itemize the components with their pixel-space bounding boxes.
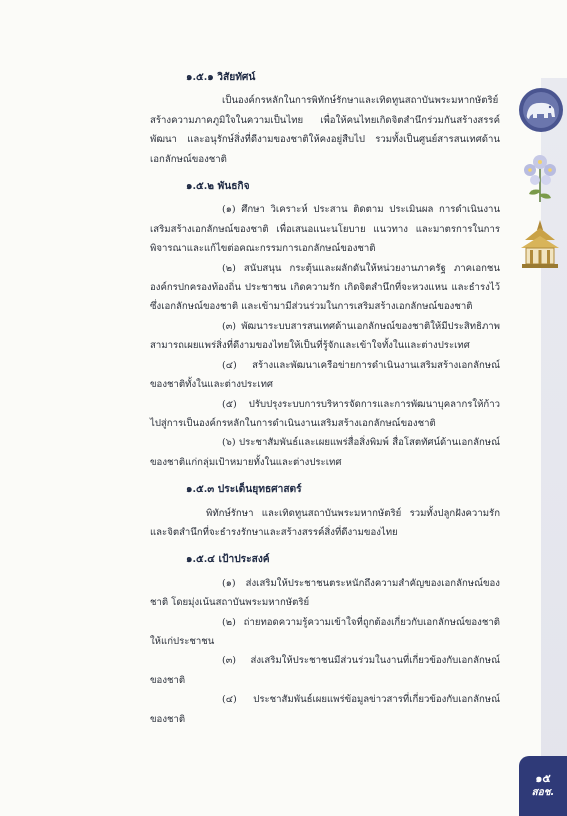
- pavilion-emblem-icon: [517, 218, 563, 270]
- goal-item: (๒) ถ่ายทอดความรู้ความเข้าใจที่ถูกต้องเกี่ยวกับเอกลักษณ์ของชาติให้แก่ประชาชน: [150, 616, 500, 647]
- goal-item: (๑) ส่งเสริมให้ประชาชนตระหนักถึงความสำคัญของเอกลักษณ์ของชาติ โดยมุ่งเน้นสถาบันพระมหากษัตริย์: [150, 577, 500, 609]
- section-heading-strategic-issue: ๑.๕.๓ ประเด็นยุทธศาสตร์: [186, 483, 302, 496]
- section-heading-mission: ๑.๕.๒ พันธกิจ: [186, 180, 250, 193]
- mission-item: (๓) พัฒนาระบบสารสนเทศด้านเอกลักษณ์ของชาติให้มีประสิทธิภาพ สามารถเผยแพร่สิ่งที่ดีงามของไทยให้เป็นที่รู้จักและเข้าใจทั้งในและต่างประเทศ: [150, 320, 500, 352]
- elephant-emblem-icon: [517, 86, 565, 134]
- mission-item: (๒) สนับสนุน กระตุ้นและผลักดันให้หน่วยงานภาครัฐ ภาคเอกชน องค์กรปกครองท้องถิ่น ประชาชน เกิดความรัก เกิดจิตสำนึกที่จะหวงแหน และธำรงไว้ซึ่งเอกลักษณ์ของชาติ และเข้ามามีส่วนร่วมในการเสริมสร้างเอกลักษณ์ของชาติ: [150, 262, 500, 313]
- page-number-tab: [519, 756, 567, 816]
- document-body: [150, 68, 500, 729]
- org-abbreviation: สอช.: [531, 787, 555, 798]
- page-number: ๑๕: [535, 772, 551, 785]
- section-heading-vision: ๑.๕.๑ วิสัยทัศน์: [186, 71, 256, 83]
- mission-item: (๑) ศึกษา วิเคราะห์ ประสาน ติดตาม ประเมินผล การดำเนินงานเสริมสร้างเอกลักษณ์ของชาติ เพื่อเสนอแนะนโยบาย แนวทาง และมาตรการในการพิจารณาและแก้ไขต่อคณะกรรมการเอกลักษณ์ของชาติ: [150, 204, 500, 255]
- mission-item: (๖) ประชาสัมพันธ์และเผยแพร่สื่อสิ่งพิมพ์ สื่อโสตทัศน์ด้านเอกลักษณ์ของชาติแก่กลุ่มเป้าหมายทั้งในและต่างประเทศ: [150, 437, 500, 468]
- section-heading-goals: ๑.๕.๔ เป้าประสงค์: [186, 553, 270, 566]
- mission-item: (๔) สร้างและพัฒนาเครือข่ายการดำเนินงานเสริมสร้างเอกลักษณ์ของชาติทั้งในและต่างประเทศ: [150, 359, 500, 391]
- goal-item: (๓) ส่งเสริมให้ประชาชนมีส่วนร่วมในงานที่เกี่ยวข้องกับเอกลักษณ์ของชาติ: [150, 655, 500, 686]
- goal-item: (๔) ประชาสัมพันธ์เผยแพร่ข้อมูลข่าวสารที่เกี่ยวข้องกับเอกลักษณ์ของชาติ: [150, 694, 500, 725]
- mission-item: (๕) ปรับปรุงระบบการบริหารจัดการและการพัฒนาบุคลากรให้ก้าวไปสู่การเป็นองค์กรหลักในการดำเนินงานเสริมสร้างเอกลักษณ์ของชาติ: [150, 398, 500, 429]
- strategic-issue-paragraph: พิทักษ์รักษา และเทิดทูนสถาบันพระมหากษัตริย์ รวมทั้งปลูกฝังความรักและจิตสำนึกที่จะธำรงรักษาและสร้างสรรค์สิ่งที่ดีงามของไทย: [150, 507, 500, 538]
- vision-paragraph: เป็นองค์กรหลักในการพิทักษ์รักษาและเทิดทูนสถาบันพระมหากษัตริย์ สร้างความภาคภูมิใจในความเป็นไทย เพื่อให้คนไทยเกิดจิตสำนึกร่วมกันสร้างสรรค์พัฒนา และอนุรักษ์สิ่งที่ดีงามของชาติให้คงอยู่สืบไป รวมทั้งเป็นศูนย์สารสนเทศด้านเอกลักษณ์ของชาติ: [150, 95, 500, 165]
